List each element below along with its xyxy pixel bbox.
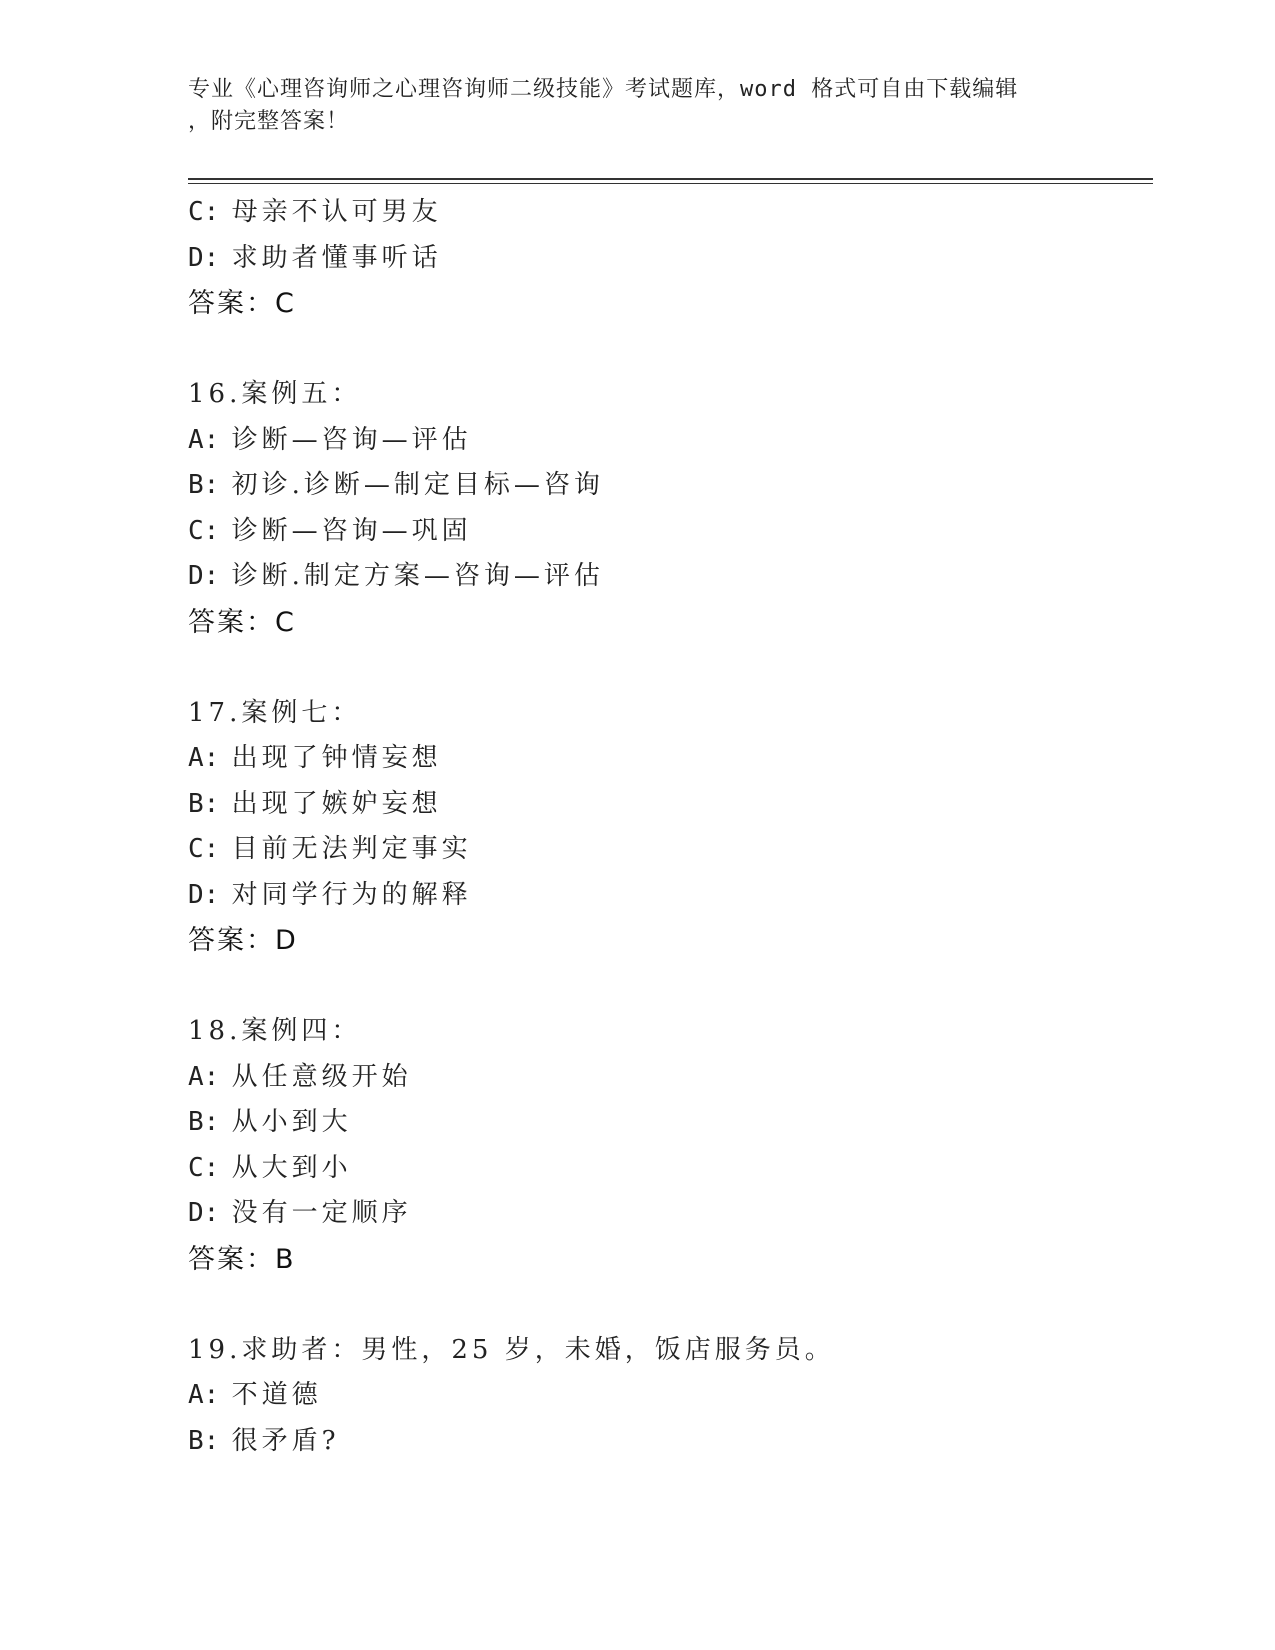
option-c: C: 目前无法判定事实 [188,834,472,864]
option-d: D: 诊断.制定方案—咨询—评估 [188,561,604,591]
option-c: C: 从大到小 [188,1152,352,1183]
header-rule-thick [188,178,1153,180]
question-stem: 17.案例七： [188,697,362,728]
question-stem: 19.求助者：男性，25 岁，未婚，饭店服务员。 [188,1334,835,1365]
question-stem: 18.案例四： [188,1016,362,1046]
answer-line: 答案：C [188,606,296,638]
option-a: A: 从任意级开始 [188,1061,412,1092]
answer-line: 答案：C [188,288,296,319]
option-c: C: 母亲不认可男友 [188,197,442,227]
option-b: B: 出现了嫉妒妄想 [188,788,442,819]
header-line-2: ，附完整答案！ [188,109,350,134]
option-a: A: 出现了钟情妄想 [188,743,442,773]
option-b: B: 很矛盾? [188,1425,340,1456]
option-b: B: 从小到大 [188,1107,352,1137]
question-list [188,190,1148,1464]
option-d: D: 对同学行为的解释 [188,879,472,910]
option-b: B: 初诊.诊断—制定目标—咨询 [188,470,604,500]
document-header [188,74,1068,138]
option-a: A: 不道德 [188,1380,322,1410]
answer-line: 答案：B [188,1243,296,1275]
header-line-1: 专业《心理咨询师之心理咨询师二级技能》考试题库，word 格式可自由下载编辑 [188,77,1019,102]
option-a: A: 诊断—咨询—评估 [188,424,472,455]
option-d: D: 没有一定顺序 [188,1198,412,1228]
answer-line: 答案：D [188,925,298,956]
question-stem: 16.案例五： [188,379,362,409]
option-c: C: 诊断—咨询—巩固 [188,515,472,546]
option-d: D: 求助者懂事听话 [188,242,442,273]
header-rule-thin [188,183,1153,184]
